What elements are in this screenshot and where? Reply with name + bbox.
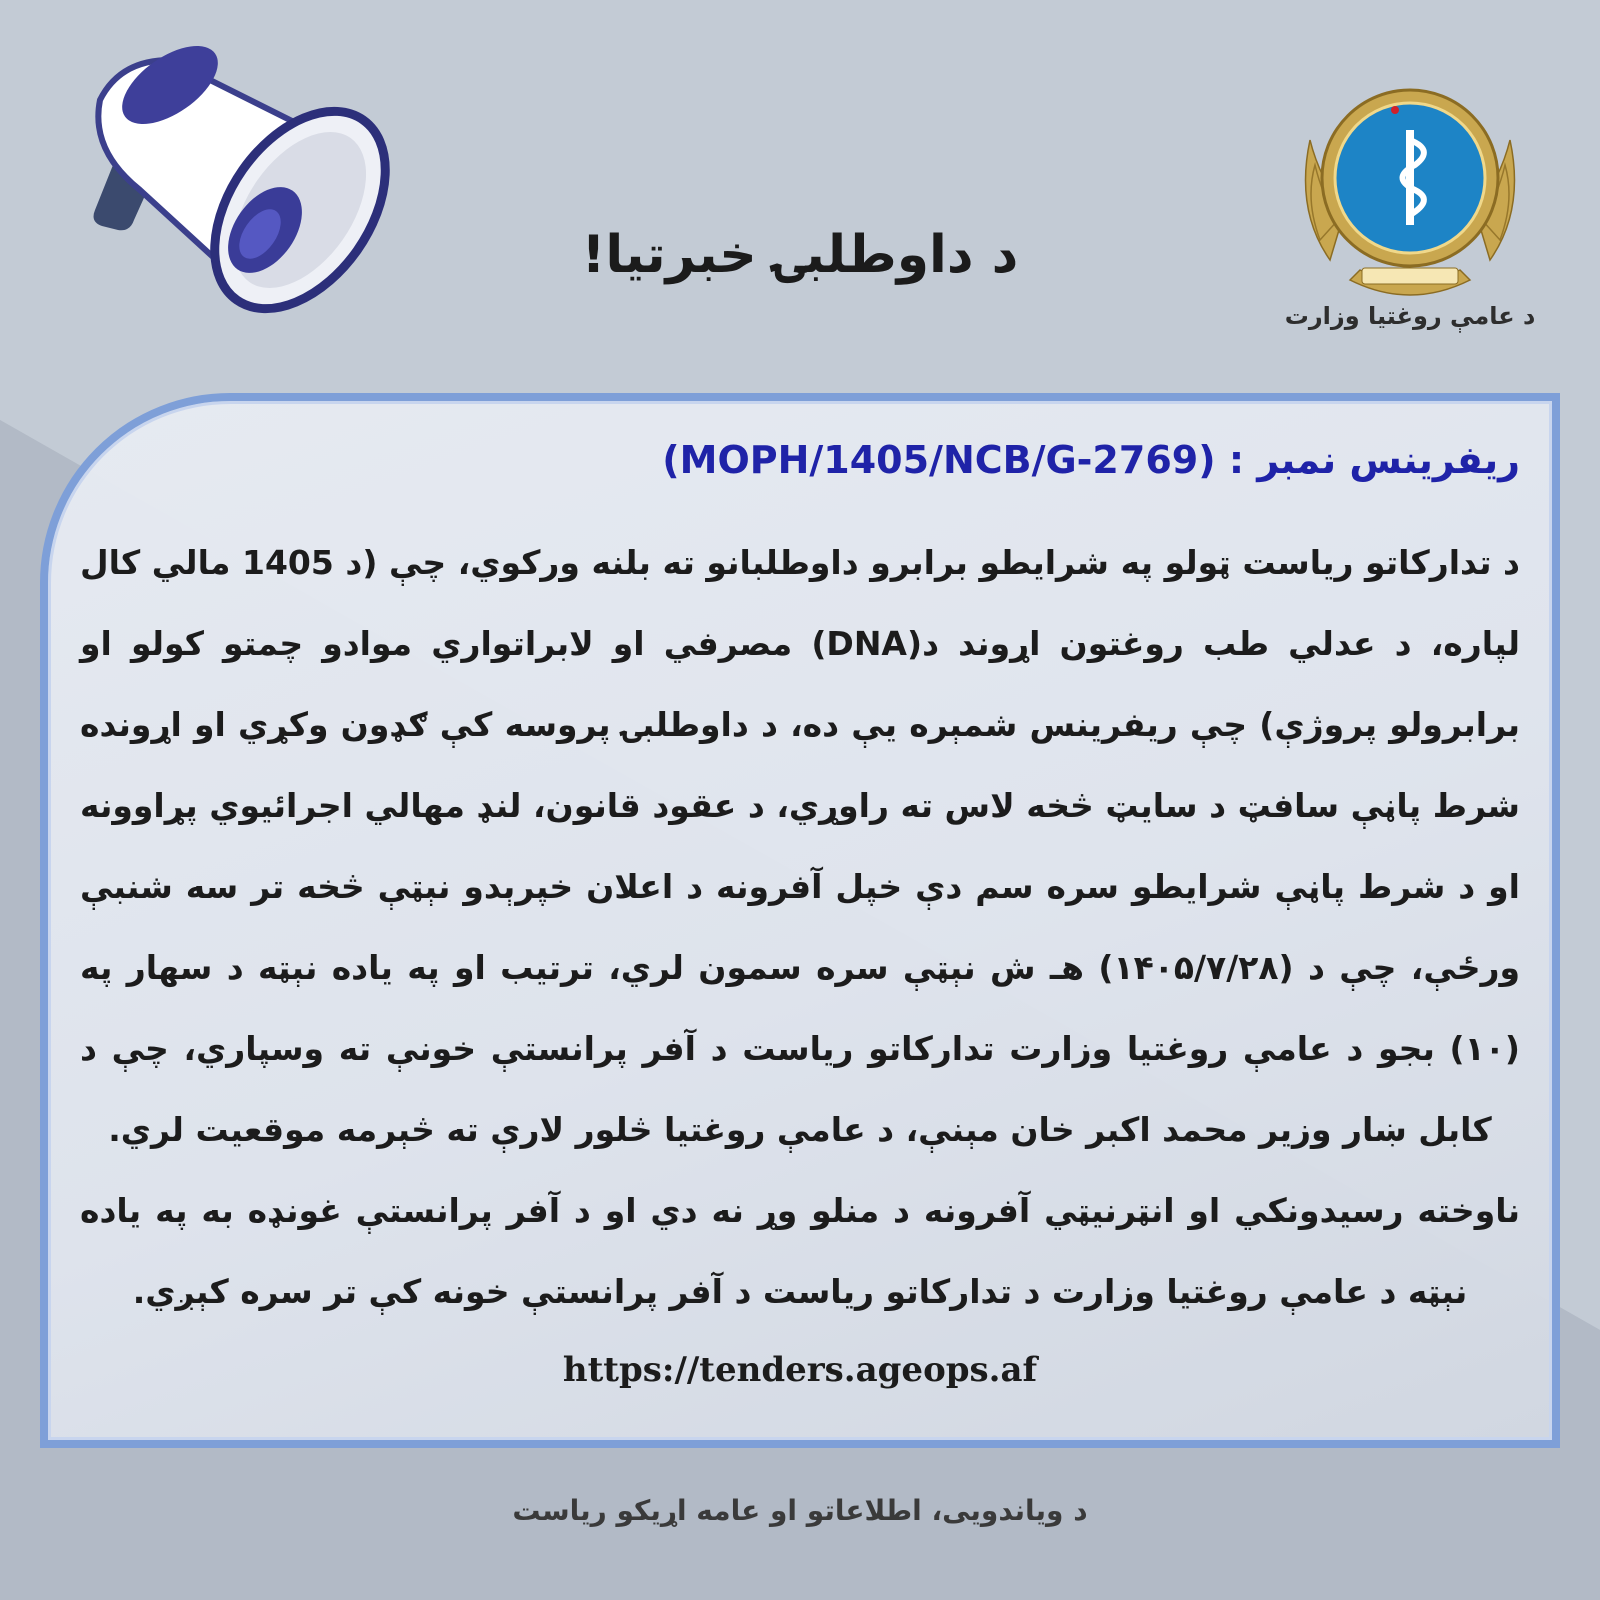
announcement-body — [80, 522, 1520, 1332]
announcement-title: د داوطلبۍ خبرتیا! — [581, 225, 1019, 285]
tenders-url[interactable]: https://tenders.ageops.af — [562, 1350, 1038, 1390]
reference-label: ریفرینس نمبر : — [1228, 438, 1520, 482]
reference-number — [662, 438, 1520, 482]
footer-department: د ویاندویی، اطلاعاتو او عامه اړیکو ریاست — [512, 1494, 1088, 1527]
ministry-emblem-icon — [1290, 70, 1530, 310]
megaphone-icon — [60, 40, 390, 330]
ministry-label: د عامې روغتیا وزارت — [1284, 302, 1536, 330]
body-paragraph-2: ناوخته رسیدونکي او انټرنیټي آفرونه د منلو وړ نه دي او د آفر پرانستې غونډه به په یاده نېټه د عامې روغتیا وزارت د تدارکاتو ریاست د آفر پرانستې خونه کې تر سره کېږي. — [80, 1191, 1520, 1311]
body-paragraph-1: د تدارکاتو ریاست ټولو په شرایطو برابرو داوطلبانو ته بلنه ورکوي، چې (د 1405 مالي کال لپاره، د عدلي طب روغتون اړوند د(DNA) مصرفي او لابراتواري موادو چمتو کولو او برابرولو پروژې) چې ریفرینس شمېره یې ده، د داوطلبۍ پروسه کې ګډون وکړي او اړونده شرط پاڼې سافټ د سایټ څخه لاس ته راوړي، د عقود قانون، لنډ مهالي اجرائیوي پړاوونه او د شرط پاڼې شرایطو سره سم دې خپل آفرونه د اعلان خپرېدو نېټې څخه تر سه شنبې ورځې، چې د (۱۴۰۵/۷/۲۸) هـ ش نېټې سره سمون لري، ترتیب او په یاده نېټه د سهار په (۱۰) بجو د عامې روغتیا وزارت تدارکاتو ریاست د آفر پرانستې خونې ته وسپاري، چې د کابل ښار وزیر محمد اکبر خان مېنې، د عامې روغتیا څلور لارې ته څېرمه موقعیت لري. — [80, 543, 1520, 1149]
reference-code: (MOPH/1405/NCB/G-2769) — [662, 438, 1216, 482]
